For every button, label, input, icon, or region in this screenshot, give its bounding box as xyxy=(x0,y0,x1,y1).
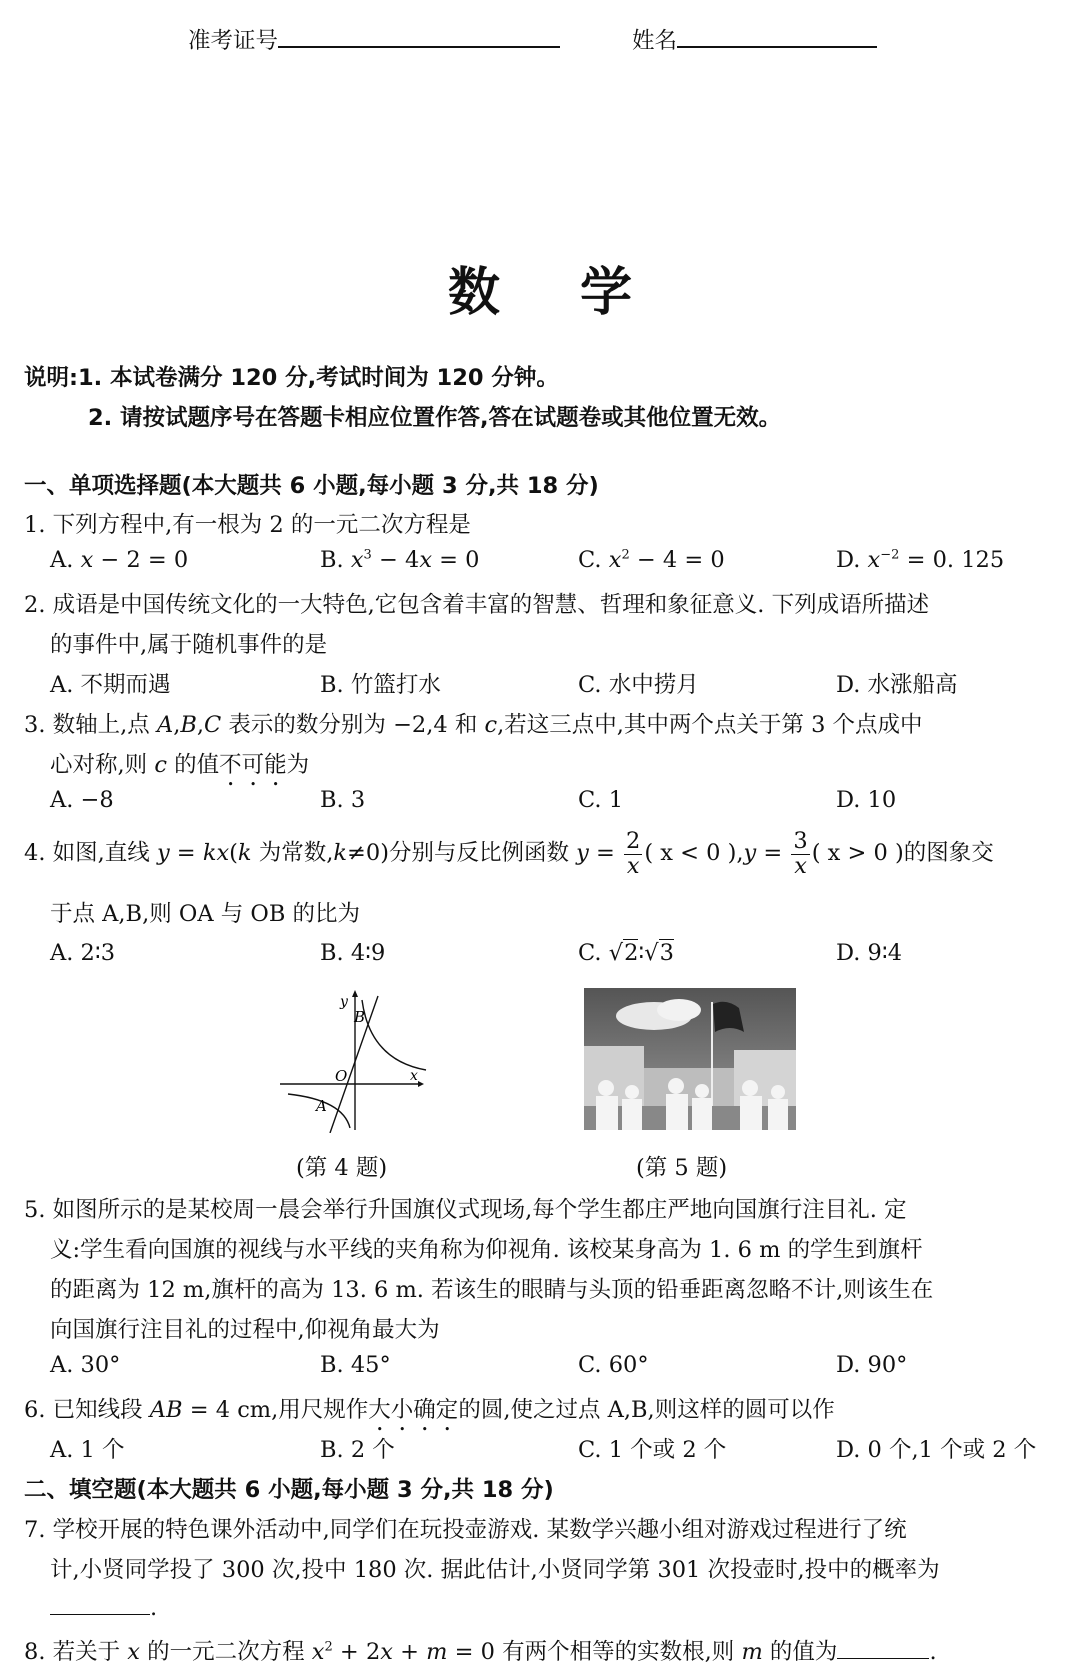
q2-line2: 的事件中,属于随机事件的是 xyxy=(50,632,328,658)
q5-option-b[interactable]: B. 45° xyxy=(320,1352,391,1378)
section2-heading: 二、填空题(本大题共 6 小题,每小题 3 分,共 18 分) xyxy=(24,1477,554,1503)
q1-option-a[interactable]: A. x − 2 = 0 xyxy=(50,547,189,573)
q3-option-a[interactable]: A. −8 xyxy=(50,787,114,813)
q3-option-c[interactable]: C. 1 xyxy=(578,787,624,813)
q7-answer-blank[interactable] xyxy=(50,1592,150,1615)
q1-stem: 1. 下列方程中,有一根为 2 的一元二次方程是 xyxy=(24,512,471,538)
q2-option-d[interactable]: D. 水涨船高 xyxy=(836,672,958,698)
photo-cloud-2 xyxy=(657,999,701,1021)
page-title: 数学 xyxy=(448,263,713,323)
q5-option-a[interactable]: A. 30° xyxy=(50,1352,121,1378)
q1-option-c[interactable]: C. $x^2 - 4 = 0$ xyxy=(578,547,725,573)
exam-id-field[interactable] xyxy=(278,22,560,48)
label-x: x xyxy=(410,1068,418,1084)
fraction-3-over-x: $\frac{3}{x}$ xyxy=(793,828,808,879)
section1-heading: 一、单项选择题(本大题共 6 小题,每小题 3 分,共 18 分) xyxy=(24,473,599,499)
header-exam-id xyxy=(188,22,560,55)
q7-line3: . xyxy=(50,1592,157,1621)
q1-option-d[interactable]: D. $x^{-2} = 0$. 125 xyxy=(836,547,1005,573)
q4-option-c[interactable]: C. √2∶√3 xyxy=(578,940,674,966)
exam-id-label: 准考证号 xyxy=(188,28,279,54)
q1-option-b[interactable]: B. $x^3 - 4x = 0$ xyxy=(320,547,480,573)
label-o: O xyxy=(335,1067,348,1085)
q6-option-c[interactable]: C. 1 个或 2 个 xyxy=(578,1437,727,1463)
q4-line1: 4. 如图,直线 y = kx(k 为常数,k≠0)分别与反比例函数 y = $\frac{2}{x}$( x < 0 ),y = $\frac{3}{x}$( x > 0 )的图象交 xyxy=(24,828,994,879)
q5-line2: 义:学生看向国旗的视线与水平线的夹角称为仰视角. 该校某身高为 1. 6 m 的学生到旗杆 xyxy=(50,1237,923,1263)
q3-option-d[interactable]: D. 10 xyxy=(836,787,897,813)
figure-5-caption: (第 5 题) xyxy=(636,1155,728,1181)
photo-building-center xyxy=(644,1068,734,1106)
label-b: B xyxy=(354,1008,366,1026)
q4-option-d[interactable]: D. 9∶4 xyxy=(836,940,903,966)
q7-line1: 7. 学校开展的特色课外活动中,同学们在玩投壶游戏. 某数学兴趣小组对游戏过程进行了统 xyxy=(24,1517,907,1543)
q2-option-c[interactable]: C. 水中捞月 xyxy=(578,672,699,698)
q3-line2: 心对称,则 c 的值不可能为 xyxy=(50,752,310,778)
q2-line1: 2. 成语是中国传统文化的一大特色,它包含着丰富的智慧、哲理和象征意义. 下列成语所描述 xyxy=(24,592,930,618)
q8-answer-blank[interactable] xyxy=(837,1636,929,1659)
fraction-2-over-x: $\frac{2}{x}$ xyxy=(626,828,641,879)
figure-4-caption: (第 4 题) xyxy=(296,1155,388,1181)
notes-line1 xyxy=(24,360,559,392)
name-label: 姓名 xyxy=(632,28,678,54)
q4-line2: 于点 A,B,则 OA 与 OB 的比为 xyxy=(50,901,361,927)
q5-option-d[interactable]: D. 90° xyxy=(836,1352,908,1378)
notes-line2: 2. 请按试题序号在答题卡相应位置作答,答在试题卷或其他位置无效。 xyxy=(88,405,782,431)
notes-text-1: 1. 本试卷满分 120 分,考试时间为 120 分钟。 xyxy=(78,365,559,391)
q6-option-b[interactable]: B. 2 个 xyxy=(320,1437,395,1463)
q5-line3: 的距离为 12 m,旗杆的高为 13. 6 m. 若该生的眼睛与头顶的铅垂距离忽略不计,则该生在 xyxy=(50,1277,934,1303)
q4-option-b[interactable]: B. 4∶9 xyxy=(320,940,386,966)
q6-stem: 6. 已知线段 AB = 4 cm,用尺规作大小确定的圆,使之过点 A,B,则这样的圆可以作 xyxy=(24,1397,835,1423)
q2-option-b[interactable]: B. 竹篮打水 xyxy=(320,672,441,698)
q6-option-d[interactable]: D. 0 个,1 个或 2 个 xyxy=(836,1437,1037,1463)
q5-line4: 向国旗行注目礼的过程中,仰视角最大为 xyxy=(50,1317,440,1343)
q3-emphasis: 不可能 xyxy=(219,752,287,778)
q3-option-b[interactable]: B. 3 xyxy=(320,787,366,813)
label-y: y xyxy=(340,994,348,1010)
y-axis-arrow xyxy=(352,990,358,997)
q5-option-c[interactable]: C. 60° xyxy=(578,1352,649,1378)
figure-4-graph xyxy=(278,988,428,1133)
q3-line1: 3. 数轴上,点 A,B,C 表示的数分别为 −2,4 和 c,若这三点中,其中两个点关于第 3 个点成中 xyxy=(24,712,923,738)
q2-option-a[interactable]: A. 不期而遇 xyxy=(50,672,171,698)
name-field[interactable] xyxy=(677,22,877,48)
x-axis-arrow xyxy=(418,1081,424,1087)
q5-line1: 5. 如图所示的是某校周一晨会举行升国旗仪式现场,每个学生都庄严地向国旗行注目礼. 定 xyxy=(24,1197,907,1223)
notes-label: 说明: xyxy=(24,365,78,391)
label-a: A xyxy=(316,1097,327,1115)
q6-option-a[interactable]: A. 1 个 xyxy=(50,1437,125,1463)
q4-option-a[interactable]: A. 2∶3 xyxy=(50,940,116,966)
header-name xyxy=(632,22,877,55)
q7-line2: 计,小贤同学投了 300 次,投中 180 次. 据此估计,小贤同学第 301 次投壶时,投中的概率为 xyxy=(50,1557,940,1583)
figure-5-photo xyxy=(584,988,796,1130)
hyperbola-branch-right xyxy=(362,1000,426,1070)
q8-stem: 8. 若关于 x 的一元二次方程 $x^2 + 2x + m = 0$ 有两个相等的实数根,则 m 的值为 . xyxy=(24,1634,937,1666)
q6-emphasis: 大小确定 xyxy=(368,1397,459,1423)
